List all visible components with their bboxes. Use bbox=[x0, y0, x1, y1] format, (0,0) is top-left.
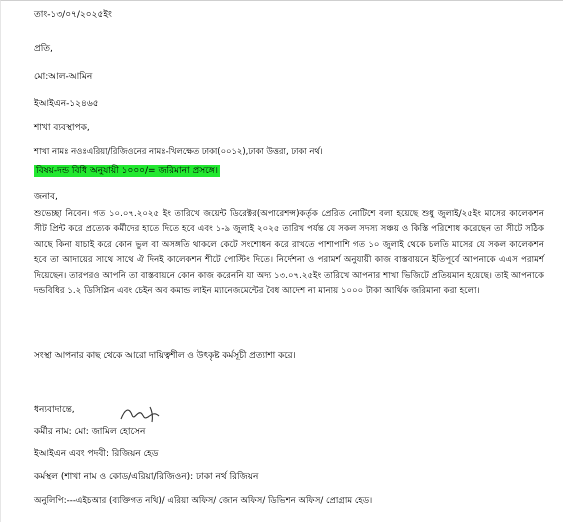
sender-id: ইআইএন এবং পদবী: রিজিয়ন হেড bbox=[34, 449, 159, 459]
salutation: জনাব, bbox=[34, 192, 58, 202]
thanks-line: ধন্যবাদান্তে, bbox=[34, 405, 75, 415]
sender-workplace: কর্মস্থল (শাখা নাম ও কোড/এরিয়া/রিজিওন): ঢাকা নর্থ রিজিয়ন bbox=[34, 472, 259, 482]
letter-to: প্রতি, bbox=[34, 44, 53, 54]
letter-date: তাং-১৩/০৭/২০২৫ইং bbox=[34, 10, 112, 20]
closing-expectation: সংস্থা আপনার কাছ থেকে আরো দায়িত্বশীল ও উৎকৃষ্ট কর্মসূচী প্রত্যাশা করে। bbox=[34, 351, 296, 361]
copy-to-line: অনুলিপি:---এইচআর (ব্যক্তিগত নথি)/ এরিয়া অফিস/ জোন অফিস/ ডিভিশন অফিস/ প্রোগ্রাম হেড। bbox=[34, 496, 373, 506]
recipient-id: ইআইএন-১২৪৬৫ bbox=[34, 99, 99, 109]
recipient-name: মো:আল-আমিন bbox=[34, 72, 93, 82]
subject-text: বিষয়-দন্ড বিধি অনুযায়ী ১০০০/= জরিমানা প্রসঙ্গে। bbox=[36, 166, 218, 176]
body-paragraph: শুভেচ্ছা নিবেন। গত ১০.০৭.২০২৫ ইং তারিখে জয়েন্ট ডিরেক্টর(অপারেশন্স)কর্তৃক প্রেরিত নোটিশে বলা হয়েছে শুধু জুলাই/২৫ইং মাসের কালেকশন সীট প্রিন্ট করে প্রত্যেক কর্মীদের হাতে দিতে হবে এবং ১-৯ জুলাই ২০২৫ তারিখ পর্যন্ত যে সকল সদস্য সঞ্চয় ও কিস্তি পরিশোধ করেছেন তা সীটে সঠিক আছে কিনা যাচাই করে কোন ভুল বা অসঙ্গতি থাকলে কেটে সংশোধন করে রাখতে পাশাপাশি গত ১০ জুলাই থেকে চলতি মাসের যে সকল কালেকশন হবে তা আদায়ের সাথে সাথে ঐ দিনই কালেকশন শীটে পোস্টিং দিতে। নির্দেশনা ও পরামর্শ অনুযায়ী কাজ বাস্তবায়নে ইতিপূর্বে আপনাকে এএস পরামর্শ দিয়েছেন। তারপরও আপনি তা বাস্তবায়নে কোন কাজ করেননি যা অদ্য ১৩.০৭.২৫ইং তারিখে আপনার শাখা ভিজিটে প্রতিয়মান হয়েছে। তাই আপনাকে দন্ডবিধির ১.২ ডিসিপ্লিন এবং চেইন অব কমান্ড লাইন ম্যানেজমেন্টের বৈধ আদেশ না মানায় ১০০০ টাকা আর্থিক জরিমানা করা হলো। bbox=[34, 209, 544, 297]
subject-line bbox=[34, 166, 220, 177]
sender-name: কর্মীর নাম: মো: জামিল হোসেন bbox=[34, 427, 146, 437]
signature-icon bbox=[119, 403, 189, 425]
recipient-designation: শাখা ব্যবস্থাপক, bbox=[34, 123, 90, 133]
branch-line: শাখা নামঃ নওঃএরিয়া/রিজিওনের নামঃ-খিলক্ষেত ঢাকা(০০১২),ঢাকা উত্তরা, ঢাকা নর্থ। bbox=[34, 146, 323, 156]
